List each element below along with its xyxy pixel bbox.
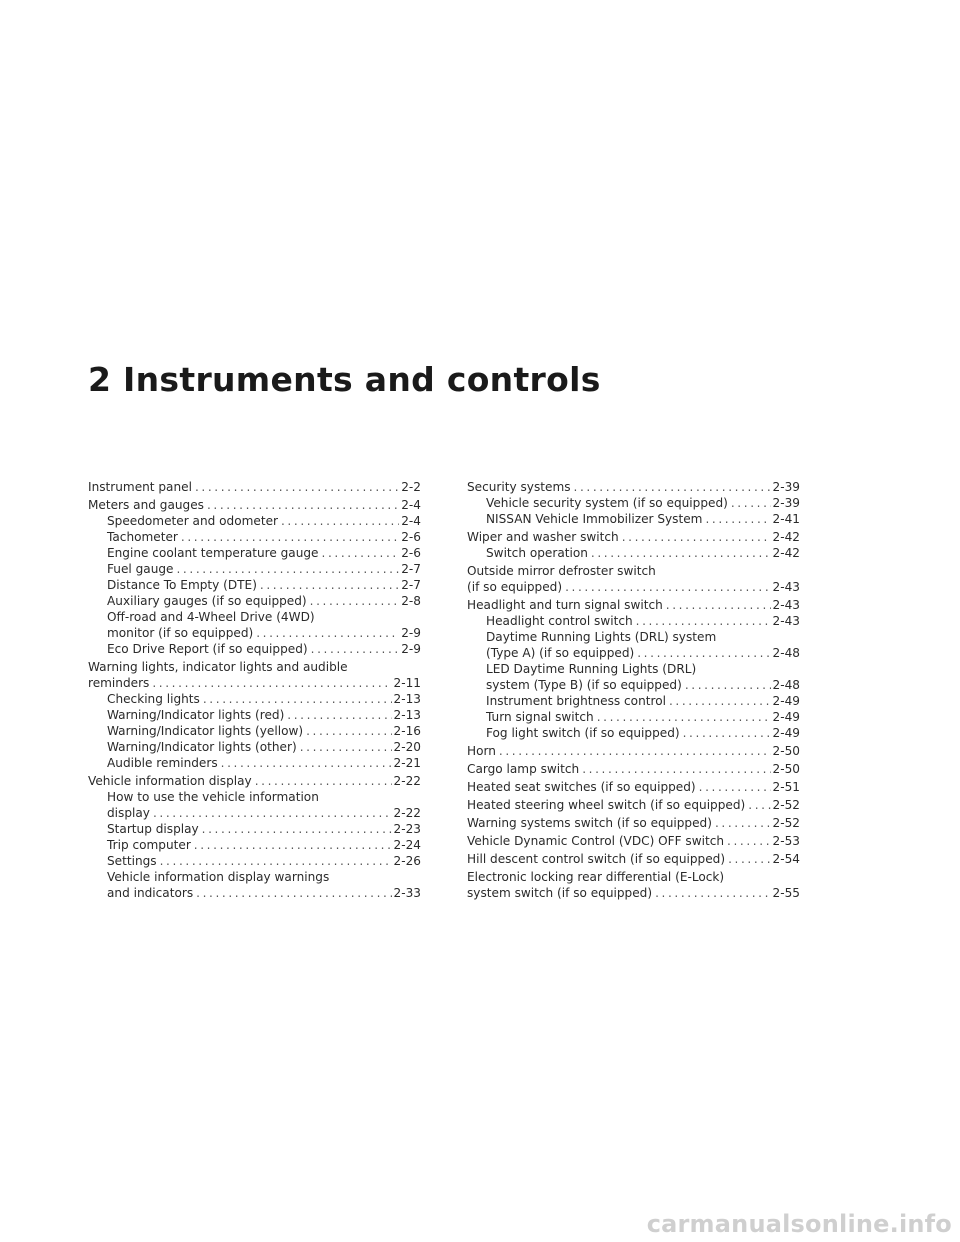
- toc-entry-page: 2-49: [772, 710, 800, 724]
- toc-entry[interactable]: [88, 773, 421, 789]
- toc-entry-page: 2-2: [401, 480, 421, 494]
- toc-entry-label: Turn signal switch: [486, 710, 594, 724]
- toc-entry-page: 2-23: [393, 822, 421, 836]
- toc-entry-label: Startup display: [107, 822, 199, 836]
- toc-entry[interactable]: [467, 851, 800, 867]
- toc-entry-label: Security systems: [467, 480, 571, 494]
- toc-entry-page: 2-11: [393, 676, 421, 690]
- toc-entry-label-lead: Outside mirror defroster switch: [467, 564, 656, 578]
- toc-entry-line: [107, 593, 421, 609]
- toc-entry-label: and indicators: [107, 886, 194, 900]
- toc-entry-label: Audible reminders: [107, 756, 218, 770]
- toc-entry-label: Switch operation: [486, 546, 588, 560]
- toc-entry[interactable]: [88, 659, 421, 691]
- toc-entry-line: [467, 597, 800, 613]
- toc-entry-page: 2-33: [393, 886, 421, 900]
- toc-entry-label: Horn: [467, 744, 496, 758]
- dot-leader: [655, 885, 770, 901]
- toc-entry-label-lead: Off-road and 4-Wheel Drive (4WD): [107, 610, 315, 624]
- dot-leader: [194, 837, 392, 853]
- dot-leader: [202, 821, 392, 837]
- toc-entry-page: 2-6: [401, 530, 421, 544]
- dot-leader: [300, 739, 392, 755]
- toc-entry-line: [467, 761, 800, 777]
- toc-entry-page: 2-16: [393, 724, 421, 738]
- toc-entry[interactable]: [467, 613, 800, 629]
- toc-entry-label: Trip computer: [107, 838, 191, 852]
- toc-entry-label-lead: LED Daytime Running Lights (DRL): [486, 662, 697, 676]
- toc-entry[interactable]: [467, 661, 800, 693]
- toc-entry[interactable]: [467, 725, 800, 741]
- toc-entry[interactable]: [88, 529, 421, 545]
- toc-entry-label-lead: Warning lights, indicator lights and audible: [88, 660, 348, 674]
- toc-entry-line: [486, 709, 800, 725]
- toc-entry[interactable]: [88, 479, 421, 495]
- dot-leader: [311, 641, 400, 657]
- toc-entry[interactable]: [88, 789, 421, 821]
- toc-entry-page: 2-39: [772, 480, 800, 494]
- dot-leader: [207, 497, 399, 513]
- toc-entry-line: [486, 645, 800, 661]
- toc-entry-line: [486, 511, 800, 527]
- toc-entry-label: Auxiliary gauges (if so equipped): [107, 594, 307, 608]
- toc-entry-label: Tachometer: [107, 530, 178, 544]
- dot-leader: [153, 805, 392, 821]
- toc-entry-label: Warning/Indicator lights (other): [107, 740, 297, 754]
- dot-leader: [176, 561, 399, 577]
- toc-entry-page: 2-21: [393, 756, 421, 770]
- toc-entry-line: [107, 513, 421, 529]
- toc-entry-page: 2-9: [401, 626, 421, 640]
- dot-leader: [256, 625, 399, 641]
- dot-leader: [565, 579, 770, 595]
- dot-leader: [310, 593, 400, 609]
- toc-entry[interactable]: [88, 707, 421, 723]
- toc-entry-line: [486, 545, 800, 561]
- chapter-title: 2 Instruments and controls: [88, 360, 601, 399]
- toc-entry-line: [107, 691, 421, 707]
- toc-entry-line: [467, 579, 800, 595]
- dot-leader: [582, 761, 770, 777]
- toc-entry-label: Heated steering wheel switch (if so equipped): [467, 798, 746, 812]
- dot-leader: [306, 723, 391, 739]
- toc-entry-page: 2-13: [393, 692, 421, 706]
- toc-entry-line: [88, 497, 421, 513]
- toc-entry[interactable]: [88, 513, 421, 529]
- dot-leader: [669, 693, 771, 709]
- toc-entry-label: reminders: [88, 676, 150, 690]
- toc-entry-label: monitor (if so equipped): [107, 626, 254, 640]
- watermark-logo: carmanualsonline.info: [646, 1210, 952, 1238]
- toc-entry-line: [467, 529, 800, 545]
- toc-entry-label: Distance To Empty (DTE): [107, 578, 257, 592]
- dot-leader: [322, 545, 400, 561]
- dot-leader: [499, 743, 771, 759]
- toc-entry[interactable]: [88, 593, 421, 609]
- toc-entry[interactable]: [467, 815, 800, 831]
- toc-entry-label: Instrument brightness control: [486, 694, 666, 708]
- toc-entry-line: [88, 479, 421, 495]
- toc-entry-page: 2-43: [772, 598, 800, 612]
- dot-leader: [221, 755, 392, 771]
- toc-entry-page: 2-51: [772, 780, 800, 794]
- toc-entry-label: Settings: [107, 854, 157, 868]
- toc-entry-line: [467, 779, 800, 795]
- toc-entry-page: 2-52: [772, 798, 800, 812]
- toc-entry[interactable]: [88, 739, 421, 755]
- toc-entry-label: system (Type B) (if so equipped): [486, 678, 682, 692]
- toc-entry-page: 2-48: [772, 678, 800, 692]
- dot-leader: [196, 885, 391, 901]
- toc-entry-label: Eco Drive Report (if so equipped): [107, 642, 308, 656]
- toc-entry-label: Warning/Indicator lights (yellow): [107, 724, 304, 738]
- toc-entry[interactable]: [88, 561, 421, 577]
- toc-entry-page: 2-24: [393, 838, 421, 852]
- dot-leader: [597, 709, 771, 725]
- toc-entry-page: 2-20: [393, 740, 421, 754]
- toc-entry-label: Headlight control switch: [486, 614, 633, 628]
- dot-leader: [705, 511, 770, 527]
- toc-entry-line: [107, 561, 421, 577]
- dot-leader: [152, 675, 391, 691]
- toc-entry-page: 2-39: [772, 496, 800, 510]
- toc-entry-label: NISSAN Vehicle Immobilizer System: [486, 512, 703, 526]
- dot-leader: [637, 645, 770, 661]
- toc-right-column: [467, 479, 800, 901]
- toc-entry-line: [107, 885, 421, 901]
- toc-entry-label: Meters and gauges: [88, 498, 204, 512]
- toc-entry[interactable]: [88, 609, 421, 641]
- dot-leader: [731, 495, 771, 511]
- toc-entry-line: [486, 495, 800, 511]
- toc-entry-line: [107, 821, 421, 837]
- toc-entry[interactable]: [88, 497, 421, 513]
- toc-entry-label-lead: How to use the vehicle information: [107, 790, 319, 804]
- toc-entry-label: Headlight and turn signal switch: [467, 598, 663, 612]
- dot-leader: [699, 779, 771, 795]
- toc-entry-page: 2-4: [401, 498, 421, 512]
- toc-entry-page: 2-22: [393, 774, 421, 788]
- toc-entry[interactable]: [88, 641, 421, 657]
- toc-entry-label: Vehicle Dynamic Control (VDC) OFF switch: [467, 834, 725, 848]
- dot-leader: [281, 513, 399, 529]
- toc-entry-line: [107, 577, 421, 593]
- dot-leader: [715, 815, 771, 831]
- toc-entry-line: [107, 805, 421, 821]
- toc-entry[interactable]: [88, 869, 421, 901]
- toc-entry[interactable]: [467, 511, 800, 527]
- toc-entry-page: 2-48: [772, 646, 800, 660]
- toc-entry-label: Cargo lamp switch: [467, 762, 580, 776]
- toc-entry-page: 2-42: [772, 530, 800, 544]
- toc-entry-page: 2-55: [772, 886, 800, 900]
- toc-entry-page: 2-41: [772, 512, 800, 526]
- toc-entry-line: [107, 707, 421, 723]
- toc-entry-page: 2-50: [772, 744, 800, 758]
- toc-entry[interactable]: [88, 837, 421, 853]
- toc-entry-line: [467, 851, 800, 867]
- toc-entry[interactable]: [467, 709, 800, 725]
- dot-leader: [160, 853, 392, 869]
- dot-leader: [574, 479, 771, 495]
- toc-entry-line: [107, 529, 421, 545]
- toc-entry[interactable]: [467, 779, 800, 795]
- toc-entry-line: [107, 545, 421, 561]
- toc-entry-label: Speedometer and odometer: [107, 514, 278, 528]
- toc-entry-label: Fuel gauge: [107, 562, 174, 576]
- toc-entry-label: Engine coolant temperature gauge: [107, 546, 319, 560]
- toc-entry[interactable]: [88, 723, 421, 739]
- toc-entry-page: 2-13: [393, 708, 421, 722]
- toc-entry-label: Hill descent control switch (if so equipped): [467, 852, 726, 866]
- toc-entry-label: Warning/Indicator lights (red): [107, 708, 285, 722]
- toc-entry-label: Warning systems switch (if so equipped): [467, 816, 712, 830]
- dot-leader: [255, 773, 392, 789]
- dot-leader: [636, 613, 771, 629]
- toc-entry-page: 2-4: [401, 514, 421, 528]
- toc-entry[interactable]: [467, 797, 800, 813]
- toc-entry-page: 2-50: [772, 762, 800, 776]
- toc-entry-label: (if so equipped): [467, 580, 563, 594]
- dot-leader: [260, 577, 399, 593]
- toc-entry[interactable]: [467, 761, 800, 777]
- toc-entry-line: [107, 755, 421, 771]
- toc-entry-line: [486, 613, 800, 629]
- toc-entry[interactable]: [88, 755, 421, 771]
- toc-entry-line: [107, 739, 421, 755]
- toc-entry-line: [486, 693, 800, 709]
- toc-entry-label: (Type A) (if so equipped): [486, 646, 635, 660]
- toc-entry-page: 2-6: [401, 546, 421, 560]
- toc-entry-page: 2-7: [401, 578, 421, 592]
- toc-entry-label-lead: Vehicle information display warnings: [107, 870, 330, 884]
- dot-leader: [748, 797, 770, 813]
- toc-entry-label-lead: Electronic locking rear differential (E-Lock): [467, 870, 725, 884]
- toc-entry[interactable]: [467, 495, 800, 511]
- toc-entry-line: [107, 853, 421, 869]
- toc-entry-page: 2-8: [401, 594, 421, 608]
- dot-leader: [728, 851, 770, 867]
- toc-entry-line: [88, 773, 421, 789]
- dot-leader: [195, 479, 399, 495]
- toc-entry-line: [88, 675, 421, 691]
- toc-entry[interactable]: [88, 691, 421, 707]
- toc-entry[interactable]: [467, 833, 800, 849]
- toc-entry-page: 2-7: [401, 562, 421, 576]
- toc-entry[interactable]: [467, 597, 800, 613]
- toc-entry-label: Vehicle security system (if so equipped): [486, 496, 728, 510]
- dot-leader: [685, 677, 771, 693]
- toc-entry-page: 2-53: [772, 834, 800, 848]
- toc-entry-line: [486, 725, 800, 741]
- toc-entry-label: Checking lights: [107, 692, 200, 706]
- dot-leader: [622, 529, 771, 545]
- toc-entry-label: Heated seat switches (if so equipped): [467, 780, 696, 794]
- toc-entry-line: [107, 641, 421, 657]
- toc-entry[interactable]: [467, 693, 800, 709]
- toc-entry-page: 2-49: [772, 694, 800, 708]
- toc-entry-line: [467, 797, 800, 813]
- toc-entry-page: 2-26: [393, 854, 421, 868]
- toc-entry-page: 2-52: [772, 816, 800, 830]
- toc-entry[interactable]: [467, 629, 800, 661]
- toc-entry-page: 2-9: [401, 642, 421, 656]
- toc-entry-page: 2-42: [772, 546, 800, 560]
- toc-entry-line: [467, 815, 800, 831]
- toc-entry-page: 2-43: [772, 614, 800, 628]
- toc-entry[interactable]: [467, 545, 800, 561]
- dot-leader: [666, 597, 771, 613]
- toc-entry-page: 2-22: [393, 806, 421, 820]
- toc-entry-line: [467, 885, 800, 901]
- toc-entry-line: [107, 625, 421, 641]
- toc-entry-line: [467, 743, 800, 759]
- toc-entry[interactable]: [467, 563, 800, 595]
- toc-entry[interactable]: [467, 479, 800, 495]
- toc-entry-label: Wiper and washer switch: [467, 530, 619, 544]
- dot-leader: [591, 545, 771, 561]
- dot-leader: [203, 691, 392, 707]
- toc-entry-label: display: [107, 806, 150, 820]
- toc-entry-label: Fog light switch (if so equipped): [486, 726, 680, 740]
- toc-entry[interactable]: [88, 545, 421, 561]
- toc-entry-line: [467, 833, 800, 849]
- toc-entry-page: 2-43: [772, 580, 800, 594]
- toc-entry[interactable]: [88, 853, 421, 869]
- toc-entry-label-lead: Daytime Running Lights (DRL) system: [486, 630, 717, 644]
- toc-entry-label: Vehicle information display: [88, 774, 252, 788]
- toc-entry-line: [107, 723, 421, 739]
- dot-leader: [727, 833, 771, 849]
- toc-entry[interactable]: [467, 529, 800, 545]
- toc-entry-page: 2-54: [772, 852, 800, 866]
- toc-entry-line: [107, 837, 421, 853]
- toc-entry[interactable]: [88, 821, 421, 837]
- dot-leader: [181, 529, 399, 545]
- toc-entry-label: Instrument panel: [88, 480, 192, 494]
- toc-entry-line: [486, 677, 800, 693]
- toc-entry-line: [467, 479, 800, 495]
- toc-entry[interactable]: [467, 743, 800, 759]
- toc-entry[interactable]: [467, 869, 800, 901]
- toc-entry-label: system switch (if so equipped): [467, 886, 653, 900]
- toc-entry[interactable]: [88, 577, 421, 593]
- toc-left-column: [88, 479, 421, 901]
- dot-leader: [683, 725, 771, 741]
- toc-entry-page: 2-49: [772, 726, 800, 740]
- dot-leader: [287, 707, 391, 723]
